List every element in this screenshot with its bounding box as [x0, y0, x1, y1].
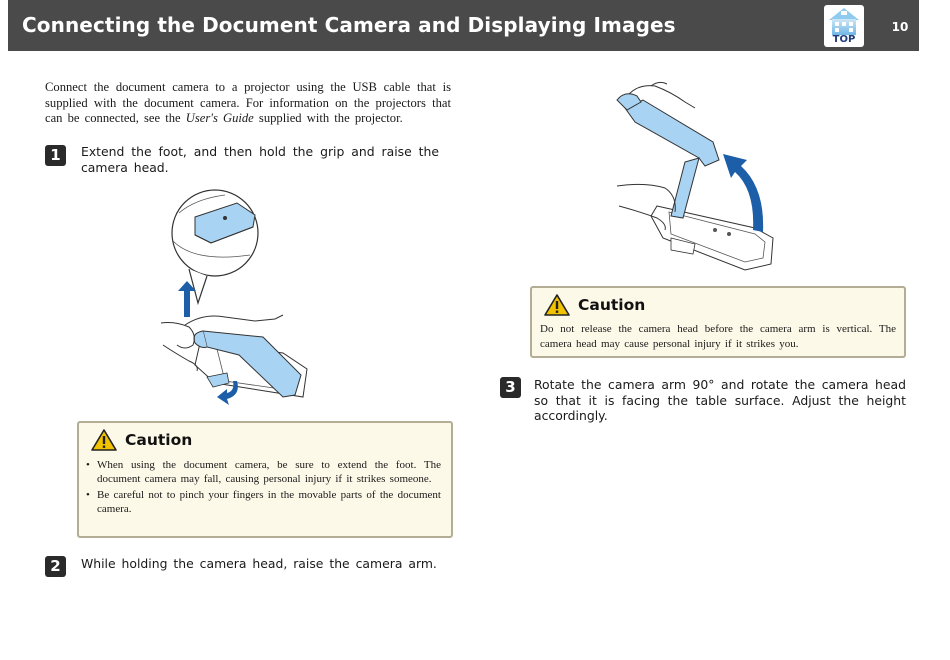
step-3-text: Rotate the camera arm 90° and rotate the camera head so that it is facing the table surface. Adjust the height accordingly.: [534, 377, 906, 423]
caution-text: Do not release the camera head before the camera arm is vertical. The camera head may cause personal injury if it strikes you.: [540, 323, 896, 350]
step-2-text: While holding the camera head, raise the camera arm.: [81, 556, 437, 571]
step-3-badge: 3: [500, 377, 521, 398]
top-button[interactable]: [824, 5, 864, 47]
caution-item: • Be careful not to pinch your fingers in the movable parts of the document camera.: [85, 488, 441, 516]
warning-triangle-icon: [91, 429, 117, 451]
home-building-icon: [826, 6, 862, 36]
raise-camera-head-illustration: [155, 185, 320, 415]
users-guide-reference[interactable]: User's Guide: [185, 111, 254, 125]
caution-box-2: [530, 286, 906, 358]
step-1-badge: 1: [45, 145, 66, 166]
page-header: [8, 0, 919, 51]
intro-paragraph: [45, 80, 451, 127]
page-title: Connecting the Document Camera and Displaying Images: [22, 13, 676, 37]
raise-camera-arm-illustration: [605, 78, 780, 278]
caution-item: • When using the document camera, be sure to extend the foot. The document camera may fall, causing personal injury if it strikes someone.: [85, 458, 441, 486]
intro-text-end: supplied with the projector.: [253, 111, 403, 125]
top-label: TOP: [832, 34, 856, 45]
caution-box-1: [77, 421, 453, 538]
warning-triangle-icon: [544, 294, 570, 316]
step-2-badge: 2: [45, 556, 66, 577]
intro-text: Connect the document camera to a projector using the USB cable that is supplied with the document camera. For information on the projectors that can be connected, see the: [45, 80, 451, 125]
caution-title: Caution: [578, 296, 646, 314]
page-number: 10: [891, 20, 909, 34]
caution-title: Caution: [125, 431, 193, 449]
step-1-text: Extend the foot, and then hold the grip and raise the camera head.: [81, 144, 439, 175]
caution-list: [85, 458, 441, 518]
